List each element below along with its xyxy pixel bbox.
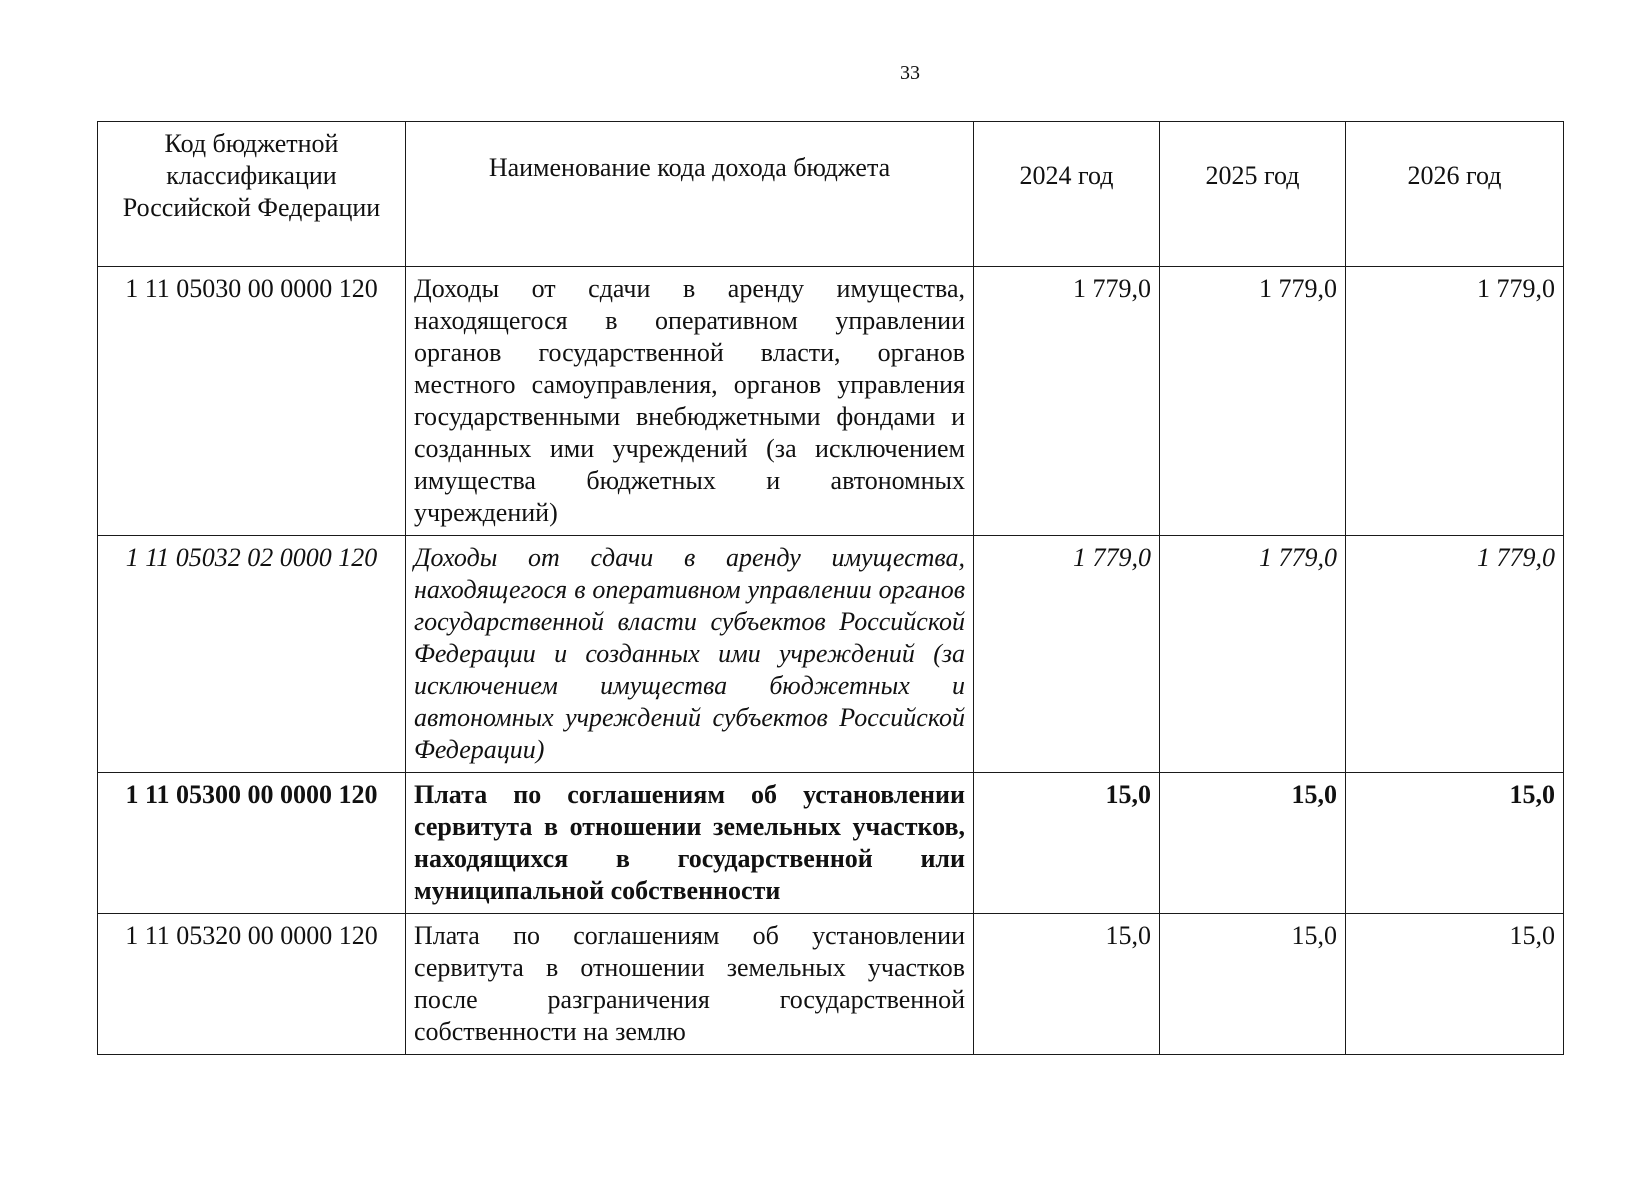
table-row — [98, 773, 1564, 914]
row-value-2024: 15,0 — [974, 773, 1160, 914]
row-name: Доходы от сдачи в аренду имущества, находящегося в оперативном управлении органов государственной власти субъектов Российской Федерации и созданных ими учреждений (за исключением имущества бюджетных и автономных учреждений субъектов Российской Федерации) — [406, 536, 974, 773]
header-name: Наименование кода дохода бюджета — [406, 122, 974, 267]
row-value-2024: 1 779,0 — [974, 536, 1160, 773]
row-value-2025: 15,0 — [1160, 914, 1346, 1055]
row-value-2026: 1 779,0 — [1346, 267, 1564, 536]
row-value-2026: 15,0 — [1346, 914, 1564, 1055]
budget-revenue-table — [97, 121, 1564, 1055]
table-row — [98, 536, 1564, 773]
row-code: 1 11 05030 00 0000 120 — [98, 267, 406, 536]
table-row — [98, 914, 1564, 1055]
row-code: 1 11 05032 02 0000 120 — [98, 536, 406, 773]
row-value-2025: 1 779,0 — [1160, 536, 1346, 773]
row-name: Плата по соглашениям об установлении сервитута в отношении земельных участков, находящихся в государственной или муниципальной собственности — [406, 773, 974, 914]
row-value-2026: 15,0 — [1346, 773, 1564, 914]
header-2026: 2026 год — [1346, 122, 1564, 267]
row-value-2024: 1 779,0 — [974, 267, 1160, 536]
table-header-row — [98, 122, 1564, 267]
row-value-2026: 1 779,0 — [1346, 536, 1564, 773]
row-value-2024: 15,0 — [974, 914, 1160, 1055]
row-code: 1 11 05320 00 0000 120 — [98, 914, 406, 1055]
table-row — [98, 267, 1564, 536]
header-code: Код бюджетной классификации Российской Федерации — [98, 122, 406, 267]
row-name: Доходы от сдачи в аренду имущества, находящегося в оперативном управлении органов государственной власти, органов местного самоуправления, органов управления государственными внебюджетными фондами и созданных ими учреждений (за исключением имущества бюджетных и автономных учреждений) — [406, 267, 974, 536]
header-2024: 2024 год — [974, 122, 1160, 267]
row-code: 1 11 05300 00 0000 120 — [98, 773, 406, 914]
row-value-2025: 1 779,0 — [1160, 267, 1346, 536]
page-number: 33 — [900, 62, 920, 84]
row-value-2025: 15,0 — [1160, 773, 1346, 914]
row-name: Плата по соглашениям об установлении сервитута в отношении земельных участков после разграничения государственной собственности на землю — [406, 914, 974, 1055]
header-2025: 2025 год — [1160, 122, 1346, 267]
